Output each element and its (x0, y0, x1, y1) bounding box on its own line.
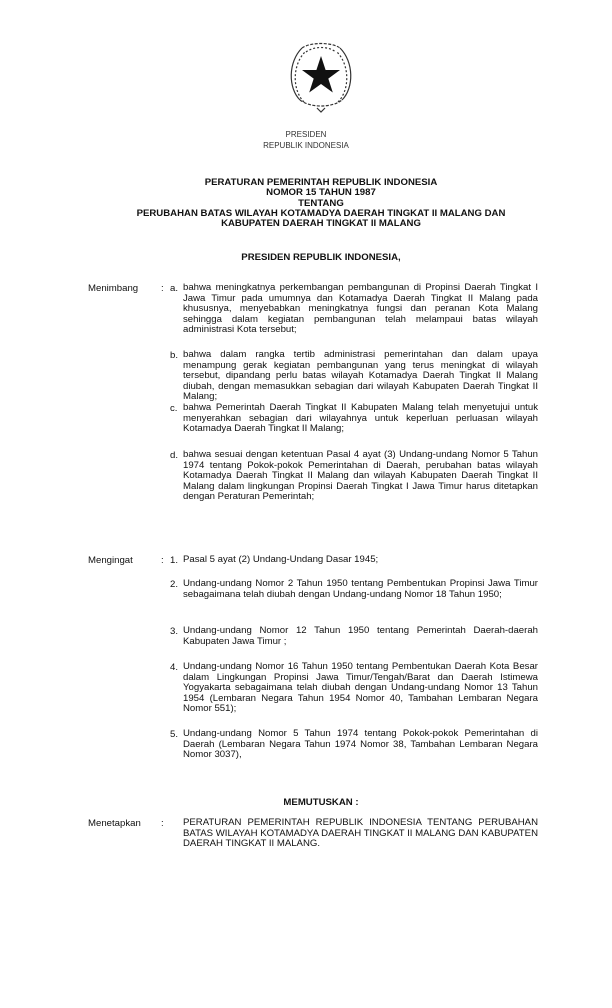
colon: : (161, 283, 164, 294)
letterhead-line2: REPUBLIK INDONESIA (263, 141, 349, 150)
item-marker: c. (170, 403, 178, 414)
item-marker: 4. (170, 662, 179, 673)
item-marker: 3. (170, 626, 179, 637)
presidential-seal-emblem (286, 38, 356, 114)
menimbang-label: Menimbang (88, 283, 139, 294)
menimbang-item: bahwa meningkatnya perkembangan pembangunan di Propinsi Daerah Tingkat I Jawa Timur pada umumnya dan Kotamadya Daerah Tingkat II Malang pada khususnya, menyebabkan meningkatnya fungsi dan peranan Kota Malang sehingga dalam kegiatan pembangunan telah melampaui batas wilayah administrasi Kota tersebut; (183, 282, 538, 335)
menetapkan-label: Menetapkan (88, 818, 141, 829)
title-line: TENTANG (298, 197, 344, 209)
menetapkan-text: PERATURAN PEMERINTAH REPUBLIK INDONESIA TENTANG PERUBAHAN BATAS WILAYAH KOTAMADYA DAERAH TINGKAT II MALANG DAN KABUPATEN DAERAH TINGKAT II MALANG. (183, 817, 538, 849)
memutuskan-heading: MEMUTUSKAN : (283, 797, 359, 808)
item-marker: d. (170, 450, 179, 461)
item-marker: b. (170, 350, 179, 361)
menimbang-item: bahwa dalam rangka tertib administrasi pemerintahan dan dalam upaya menampung gerak kegiatan pembangunan yang terus meningkat di wilayah tersebut, dipandang perlu batas wilayah Kotamadya Daerah Tingkat II Malang diubah, dengan memasukkan sebagian dari wilayah Kabupaten Daerah Tingkat II Malang; (183, 349, 538, 402)
document-title (0, 178, 612, 229)
president-heading: PRESIDEN REPUBLIK INDONESIA, (241, 252, 401, 263)
item-marker: 1. (170, 555, 179, 566)
mengingat-item: Undang-undang Nomor 16 Tahun 1950 tentang Pembentukan Daerah Kota Besar dalam Lingkungan Propinsi Jawa Timur/Tengah/Barat dan Daerah Istimewa Yogyakarta sebagaimana telah diubah dengan Undang-undang Nomor 13 Tahun 1954 (Lembaran Negara Tahun 1954 Nomor 40, Tambahan Lembaran Negara Nomor 551); (183, 661, 538, 714)
item-marker: 5. (170, 729, 179, 740)
colon: : (161, 555, 164, 566)
mengingat-item: Undang-undang Nomor 12 Tahun 1950 tentang Pemerintah Daerah-daerah Kabupaten Jawa Timur ; (183, 625, 538, 647)
title-line: PERATURAN PEMERINTAH REPUBLIK INDONESIA (204, 177, 438, 188)
title-line: PERUBAHAN BATAS WILAYAH KOTAMADYA DAERAH TINGKAT II MALANG DAN (136, 207, 506, 219)
item-marker: a. (170, 283, 179, 294)
menimbang-item: bahwa Pemerintah Daerah Tingkat II Kabupaten Malang telah menyetujui untuk menyerahkan sebagian dari wilayahnya untuk keperluan perluasan wilayah Kotamadya Daerah Tingkat II Malang; (183, 402, 538, 434)
item-marker: 2. (170, 579, 179, 590)
mengingat-item: Pasal 5 ayat (2) Undang-Undang Dasar 1945; (183, 554, 379, 565)
menimbang-item: bahwa sesuai dengan ketentuan Pasal 4 ayat (3) Undang-undang Nomor 5 Tahun 1974 tentang Pokok-pokok Pemerintahan di Daerah, perubahan batas wilayah Kotamadya Daerah Tingkat II Malang dan wilayah Kabupaten Daerah Tingkat II Malang dalam lingkungan Propinsi Daerah Tingkat I Jawa Timur harus ditetapkan dengan Peraturan Pemerintah; (183, 449, 538, 502)
mengingat-item: Undang-undang Nomor 5 Tahun 1974 tentang Pokok-pokok Pemerintahan di Daerah (Lembaran Negara Tahun 1974 Nomor 38, Tambahan Lembaran Negara Nomor 3037), (183, 728, 538, 760)
mengingat-item: Undang-undang Nomor 2 Tahun 1950 tentang Pembentukan Propinsi Jawa Timur sebagaimana telah diubah dengan Undang-undang Nomor 18 Tahun 1950; (183, 578, 538, 600)
colon: : (161, 818, 164, 829)
letterhead (0, 129, 612, 151)
title-line: NOMOR 15 TAHUN 1987 (266, 187, 376, 199)
mengingat-label: Mengingat (88, 555, 133, 566)
letterhead-line1: PRESIDEN (285, 130, 327, 139)
title-line: KABUPATEN DAERAH TINGKAT II MALANG (221, 218, 421, 230)
